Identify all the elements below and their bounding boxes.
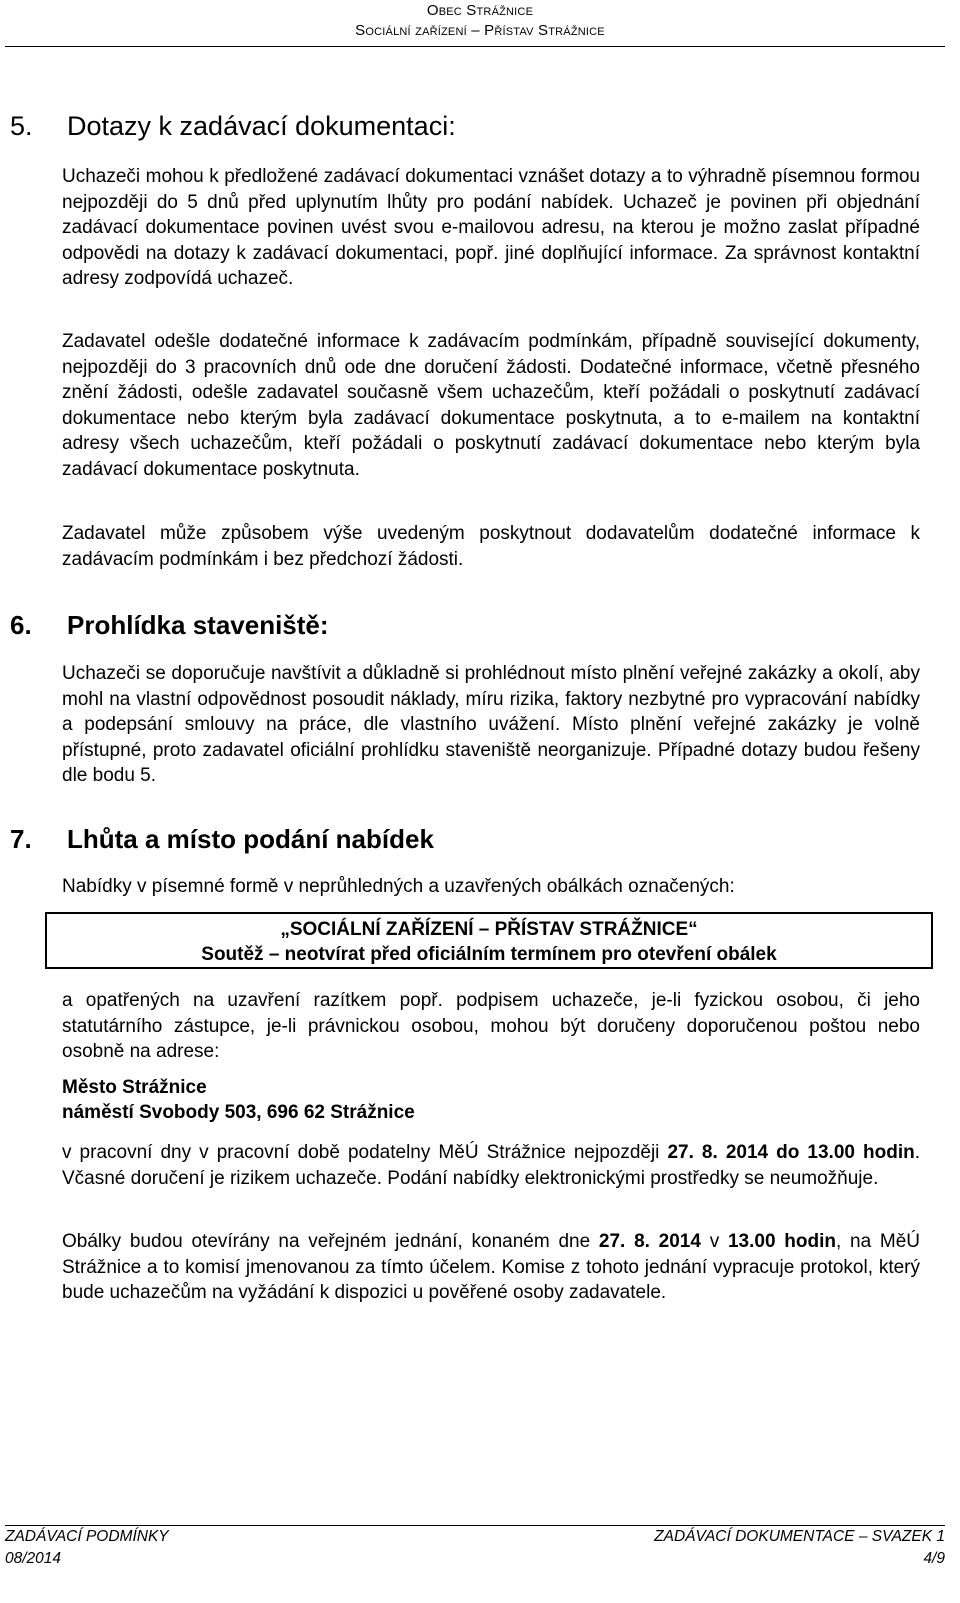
section-5-number: 5. [10,111,33,141]
envelope-label-box [45,912,933,969]
opening-time: 13.00 hodin [727,1231,836,1252]
section-7-intro: Nabídky v písemné formě v neprůhledných a uzavřených obálkách označených: [62,876,735,897]
section-7-paragraph-1: a opatřených na uzavření razítkem popř. podpisem uchazeče, je-li fyzickou osobou, či jeho statutárního zástupce, je-li právnickou osobou, mohou být doručeny doporučenou poštou nebo osobně na adrese: [62,990,920,1062]
deadline-text-c: . Včasné doručení je rizikem uchazeče. Podání nabídky elektronickými prostředky se neumožňuje. [62,1142,921,1189]
address-street: náměstí Svobody 503, 696 62 Strážnice [62,1102,415,1123]
section-6-title: Prohlídka staveniště: [67,610,329,640]
section-5-paragraph-1: Uchazeči mohou k předložené zadávací dokumentaci vznášet dotazy a to výhradně písemnou formou nejpozději do 5 dnů před uplynutím lhůty pro podání nabídek. Uchazeč je povinen při objednání zadávací dokumentace povinen uvést svou e-mailovou adresu, na kterou je možno zaslat případné odpovědi na dotazy k zadávací dokumentaci, popř. jiné doplňující informace. Za správnost kontaktní adresy zodpovídá uchazeč. [62,166,920,289]
footer-volume: ZADÁVACÍ DOKUMENTACE – SVAZEK 1 [654,1528,945,1545]
footer-document-type: ZADÁVACÍ PODMÍNKY [5,1528,169,1545]
address-city: Město Strážnice [62,1077,207,1098]
section-5-title: Dotazy k zadávací dokumentaci: [67,111,456,141]
section-6-number: 6. [10,610,32,640]
opening-text-e: , na MěÚ Strážnice a to komisí jmenovanou za tímto účelem. Komise z tohoto jednání vypracuje protokol, který bude uchazečům na vyžádání k dispozici u pověřené osoby zadavatele. [62,1231,921,1303]
section-5-paragraph-3: Zadavatel může způsobem výše uvedeným poskytnout dodavatelům dodatečné informace k zadávacím podmínkám i bez předchozí žádosti. [62,523,920,570]
deadline-text-a: v pracovní dny v pracovní době podatelny MěÚ Strážnice nejpozději [62,1142,668,1163]
section-7-paragraph-2 [62,1140,920,1191]
opening-date: 27. 8. 2014 [598,1231,701,1252]
footer-divider [5,1525,945,1526]
opening-text-a: Obálky budou otevírány na veřejném jednání, konaném dne [62,1231,599,1252]
envelope-label-warning: Soutěž – neotvírat před oficiálním termínem pro otevření obálek [201,944,777,965]
section-7-number: 7. [10,824,32,854]
section-7-paragraph-3 [62,1229,920,1306]
opening-text-c: v [700,1231,728,1252]
footer-page-number: 4/9 [923,1550,945,1567]
section-7-title: Lhůta a místo podání nabídek [67,824,434,854]
section-5-paragraph-2: Zadavatel odešle dodatečné informace k zadávacím podmínkám, případně související dokumenty, nejpozději do 3 pracovních dnů ode dne doručení žádosti. Dodatečné informace, včetně přesného znění žádosti, odešle zadavatel současně všem uchazečům, kteří požádali o poskytnutí zadávací dokumentace nebo kterým byla zadávací dokumentace poskytnuta, a to e-mailem na kontaktní adresy všech uchazečům, kteří požádali o poskytnutí zadávací dokumentace nebo kterým byla zadávací dokumentace poskytnuta. [62,331,920,480]
envelope-label-title: „SOCIÁLNÍ ZAŘÍZENÍ – PŘÍSTAV STRÁŽNICE“ [280,919,698,940]
header-project: Sociální zařízení – Přístav Strážnice [355,22,605,39]
footer-date: 08/2014 [5,1550,62,1567]
header-divider [5,46,945,47]
header-municipality: Obec Strážnice [426,2,534,19]
section-6-paragraph-1: Uchazeči se doporučuje navštívit a důkladně si prohlédnout místo plnění veřejné zakázky a okolí, aby mohl na vlastní odpovědnost posoudit náklady, míru rizika, faktory nezbytné pro vypracování nabídky a podepsání smlouvy na práce, dle vlastního uvážení. Místo plnění veřejné zakázky je volně přístupné, proto zadavatel oficiální prohlídku staveniště neorganizuje. Případné dotazy budou řešeny dle bodu 5. [62,663,920,786]
deadline-date: 27. 8. 2014 do 13.00 hodin [667,1142,915,1163]
